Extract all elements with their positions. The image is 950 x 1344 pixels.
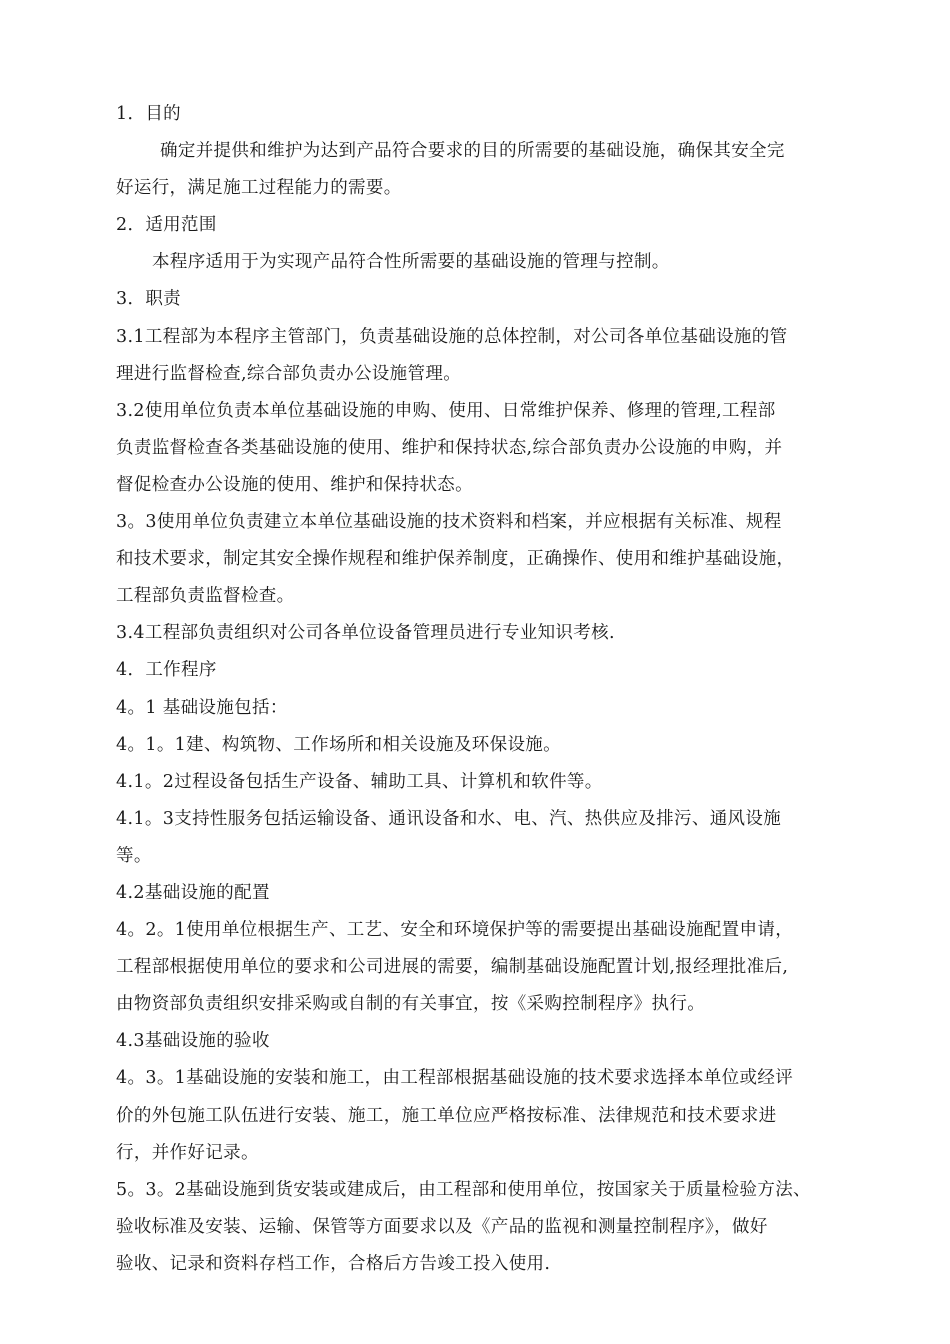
paragraph-line: 验收、记录和资料存档工作，合格后方告竣工投入使用. xyxy=(116,1253,551,1274)
paragraph-line: 本程序适用于为实现产品符合性所需要的基础设施的管理与控制。 xyxy=(152,252,670,273)
paragraph-line: 3.1工程部为本程序主管部门，负责基础设施的总体控制，对公司各单位基础设施的管 xyxy=(116,326,788,347)
paragraph-line: 5。3。2基础设施到货安装或建成后，由工程部和使用单位，按国家关于质量检验方法、 xyxy=(116,1179,811,1200)
paragraph-line: 3。3使用单位负责建立本单位基础设施的技术资料和档案，并应根据有关标准、规程 xyxy=(116,512,782,533)
paragraph-line: 和技术要求，制定其安全操作规程和维护保养制度，正确操作、使用和维护基础设施， xyxy=(116,549,795,570)
section-heading: 2．适用范围 xyxy=(116,215,217,236)
paragraph-line: 工程部根据使用单位的要求和公司进展的需要，编制基础设施配置计划,报经理批准后, xyxy=(116,957,789,978)
paragraph-line: 4。1。1建、构筑物、工作场所和相关设施及环保设施。 xyxy=(116,734,562,755)
paragraph-line: 行，并作好记录。 xyxy=(116,1142,259,1163)
paragraph-line: 由物资部负责组织安排采购或自制的有关事宜，按《采购控制程序》执行。 xyxy=(116,994,706,1015)
section-heading: 4．工作程序 xyxy=(116,660,217,681)
subsection-heading: 4.2基础设施的配置 xyxy=(116,882,270,903)
paragraph-line: 4。2。1使用单位根据生产、工艺、安全和环境保护等的需要提出基础设施配置申请， xyxy=(116,920,794,941)
section-heading: 3．职责 xyxy=(116,289,182,310)
paragraph-line: 工程部负责监督检查。 xyxy=(116,586,295,607)
paragraph-line: 理进行监督检查,综合部负责办公设施管理。 xyxy=(116,363,462,384)
paragraph-line: 价的外包施工队伍进行安装、施工，施工单位应严格按标准、法律规范和技术要求进 xyxy=(116,1105,777,1126)
paragraph-line: 4。3。1基础设施的安装和施工，由工程部根据基础设施的技术要求选择本单位或经评 xyxy=(116,1068,794,1089)
paragraph-line: 3.2使用单位负责本单位基础设施的申购、使用、日常维护保养、修理的管理,工程部 xyxy=(116,400,776,421)
subsection-heading: 4.3基础设施的验收 xyxy=(116,1031,270,1052)
paragraph-line: 4。1 基础设施包括： xyxy=(116,697,288,718)
paragraph-line: 4.1。2过程设备包括生产设备、辅助工具、计算机和软件等。 xyxy=(116,771,603,792)
paragraph-line: 3.4工程部负责组织对公司各单位设备管理员进行专业知识考核. xyxy=(116,623,615,644)
paragraph-line: 4.1。3支持性服务包括运输设备、通讯设备和水、电、汽、热供应及排污、通风设施 xyxy=(116,808,782,829)
document-body xyxy=(116,96,846,1283)
paragraph-line: 负责监督检查各类基础设施的使用、维护和保持状态,综合部负责办公设施的申购，并 xyxy=(116,437,783,458)
paragraph-line: 好运行，满足施工过程能力的需要。 xyxy=(116,178,402,199)
paragraph-line: 等。 xyxy=(116,845,152,866)
paragraph-line: 督促检查办公设施的使用、维护和保持状态。 xyxy=(116,474,473,495)
paragraph-line: 确定并提供和维护为达到产品符合要求的目的所需要的基础设施，确保其安全完 xyxy=(160,141,785,162)
paragraph-line: 验收标准及安装、运输、保管等方面要求以及《产品的监视和测量控制程序》，做好 xyxy=(116,1216,768,1237)
section-heading: 1．目的 xyxy=(116,104,182,124)
